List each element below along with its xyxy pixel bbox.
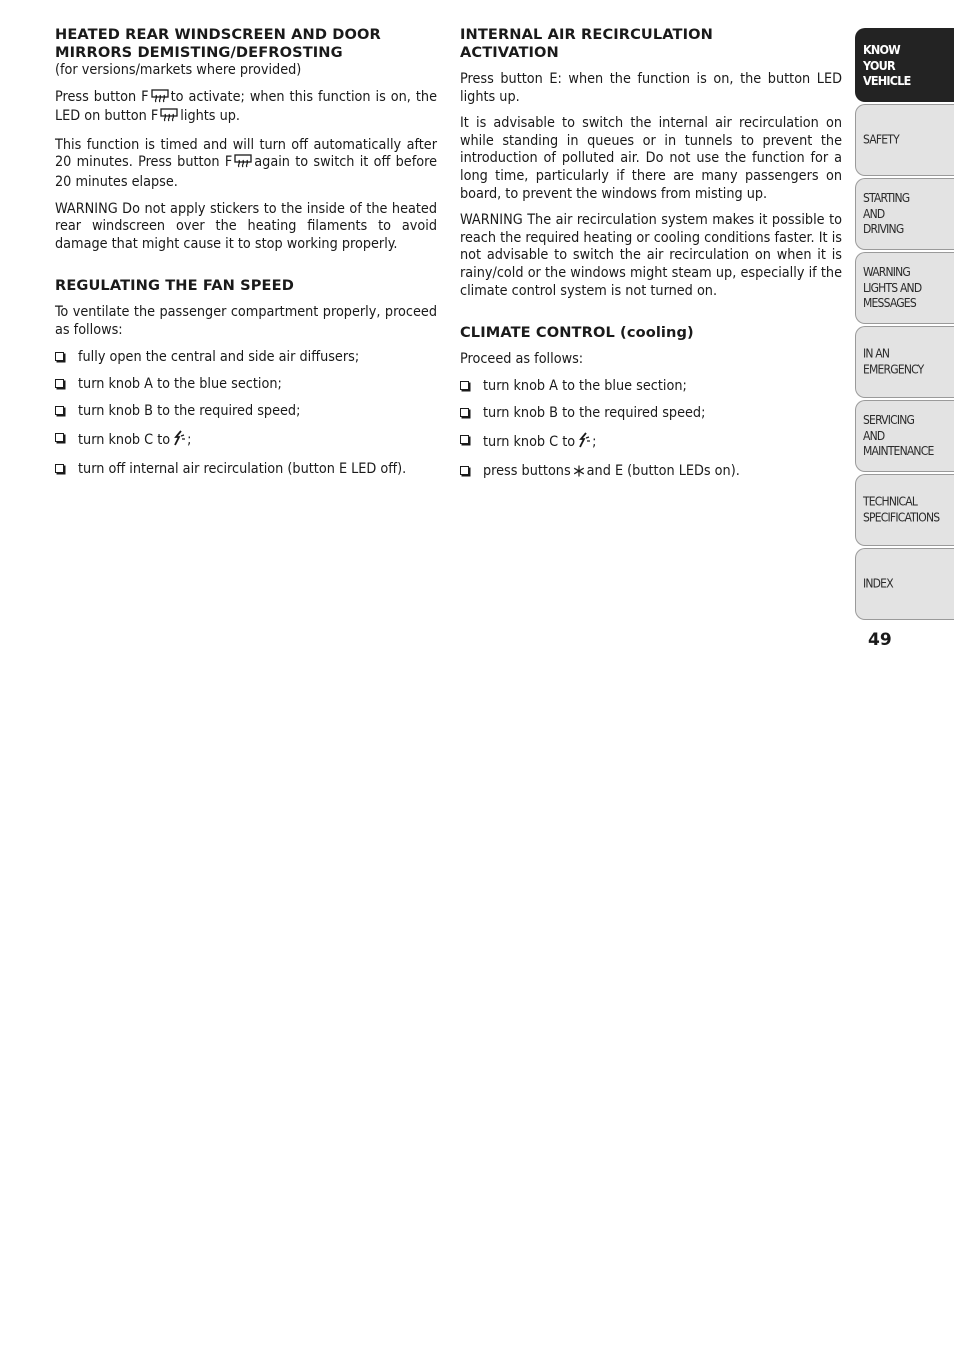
checkbox-bullet-icon	[460, 381, 469, 390]
tab-know-your-vehicle[interactable]: KNOW YOUR VEHICLE	[855, 28, 954, 102]
list-item: turn knob A to the blue section;	[460, 378, 842, 396]
climate-control-steps	[460, 378, 842, 483]
face-vent-airflow-icon	[172, 430, 185, 452]
tab-warning-lights-and-messages[interactable]: WARNING LIGHTS AND MESSAGES	[855, 252, 954, 324]
paragraph-warning-stickers: WARNING Do not apply stickers to the inside of the heated rear windscreen over the heating filaments to avoid damage that might cause it to stop working properly.	[55, 200, 437, 252]
tab-servicing-and-maintenance[interactable]: SERVICING AND MAINTENANCE	[855, 400, 954, 472]
heading-air-recirculation: INTERNAL AIR RECIRCULATION ACTIVATION	[460, 26, 713, 61]
rear-window-heater-icon	[160, 108, 178, 128]
rear-window-heater-icon	[151, 89, 169, 109]
heading-fan-speed: REGULATING THE FAN SPEED	[55, 277, 294, 295]
fan-speed-steps	[55, 349, 437, 479]
list-item: turn off internal air recirculation (button E LED off).	[55, 461, 437, 479]
checkbox-bullet-icon	[55, 433, 64, 442]
rear-window-heater-icon	[234, 154, 252, 174]
tab-technical-specifications[interactable]: TECHNICAL SPECIFICATIONS	[855, 474, 954, 546]
paragraph-recirculation-advice: It is advisable to switch the internal air recirculation on while standing in queues or in tunnels to prevent the introduction of polluted air. Do not use the function for a long time, particularly if there are many passengers on board, to prevent the windows from misting up.	[460, 115, 842, 202]
paragraph-proceed: Proceed as follows:	[460, 351, 584, 368]
checkbox-bullet-icon	[55, 464, 64, 473]
list-item: turn knob B to the required speed;	[460, 405, 842, 423]
paragraph-warning-recirculation: WARNING The air recirculation system makes it possible to reach the required heating or cooling conditions faster. It is not advisable to switch the air recirculation on when it is rainy/cold or the windows might steam up, especially if the climate control system is not turned on.	[460, 212, 842, 299]
left-column	[55, 26, 437, 478]
heading-heated-rear-windscreen: HEATED REAR WINDSCREEN AND DOOR MIRRORS DEMISTING/DEFROSTING	[55, 26, 381, 61]
checkbox-bullet-icon	[460, 435, 469, 444]
list-item: press buttons and E (button LEDs on).	[460, 463, 842, 483]
checkbox-bullet-icon	[460, 466, 469, 475]
checkbox-bullet-icon	[55, 352, 64, 361]
tab-in-an-emergency[interactable]: IN AN EMERGENCY	[855, 326, 954, 398]
list-item: turn knob C to ;	[460, 432, 842, 454]
checkbox-bullet-icon	[460, 408, 469, 417]
paragraph-timed-function: This function is timed and will turn off automatically after 20 minutes. Press button F again to switch it off before 20 minutes elapse.	[55, 136, 437, 190]
section-tabs	[855, 28, 954, 622]
heading-climate-control: CLIMATE CONTROL (cooling)	[460, 324, 694, 342]
checkbox-bullet-icon	[55, 379, 64, 388]
paragraph-press-button-e: Press button E: when the function is on, the button LED lights up.	[460, 71, 842, 105]
list-item: turn knob B to the required speed;	[55, 403, 437, 421]
list-item: fully open the central and side air diffusers;	[55, 349, 437, 367]
paragraph-press-button-f: Press button F to activate; when this function is on, the LED on button F lights up.	[55, 89, 437, 128]
tab-starting-and-driving[interactable]: STARTING AND DRIVING	[855, 178, 954, 250]
checkbox-bullet-icon	[55, 406, 64, 415]
tab-safety[interactable]: SAFETY	[855, 104, 954, 176]
face-vent-airflow-icon	[577, 432, 590, 454]
page-number: 49	[868, 630, 892, 650]
paragraph-ventilate: To ventilate the passenger compartment properly, proceed as follows:	[55, 304, 437, 338]
snowflake-icon	[573, 465, 585, 483]
tab-index[interactable]: INDEX	[855, 548, 954, 620]
right-column	[460, 26, 842, 483]
list-item: turn knob A to the blue section;	[55, 376, 437, 394]
heading-note: (for versions/markets where provided)	[55, 62, 302, 78]
list-item: turn knob C to ;	[55, 430, 437, 452]
